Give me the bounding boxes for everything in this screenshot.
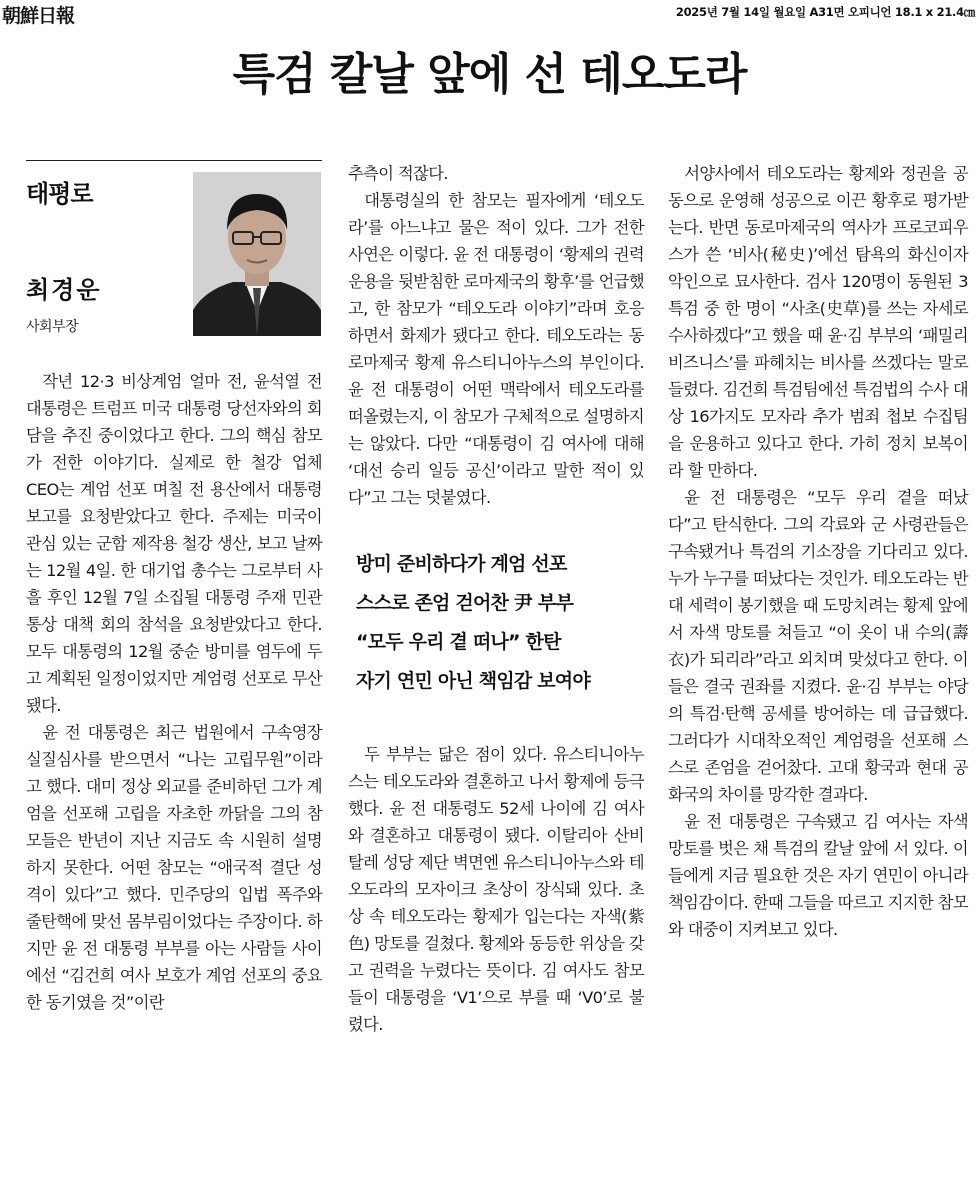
paragraph: 두 부부는 닮은 점이 있다. 유스티니아누스는 테오도라와 결혼하고 나서 황제에 등극했다. 윤 전 대통령도 52세 나이에 김 여사와 결혼하고 대통령이 됐다. 이탈리아 산비탈레 성당 제단 벽면엔 유스티니아누스와 테오도라의 모자이크 초상이 장식돼 있다. 초상 속 테오도라는 황제가 입는다는 자색(紫色) 망토를 걸쳤다. 황제와 동등한 위상을 갖고 권력을 누렸다는 뜻이다. 김 여사도 참모들이 대통령을 ‘V1’으로 부를 때 ‘V0’로 불렸다. — [348, 745, 644, 1034]
column-3 — [668, 160, 968, 943]
top-rule — [26, 160, 322, 161]
subheadline-line: 방미 준비하다가 계엄 선포 — [356, 553, 567, 575]
author-name: 최경운 — [26, 275, 102, 304]
newspaper-logo: 朝鮮日報 — [2, 5, 75, 27]
byline-box — [26, 160, 322, 382]
subheadline-line: 자기 연민 아닌 책임감 보여야 — [356, 670, 590, 692]
paragraph: 윤 전 대통령은 구속됐고 김 여사는 자색 망토를 벗은 채 특검의 칼날 앞에 서 있다. 이들에게 지금 필요한 것은 자기 연민이 아니라 책임감이다. 한때 그들을 따르고 지지한 참모와 대중이 지켜보고 있다. — [668, 812, 968, 939]
paragraph: 추측이 적잖다. — [348, 164, 448, 183]
masthead — [0, 0, 979, 26]
paragraph: 서양사에서 테오도라는 황제와 정권을 공동으로 운영해 성공으로 이끈 황후로 평가받는다. 반면 동로마제국의 역사가 프로코피우스가 쓴 ‘비사(秘史)’에선 탐욕의 화신이자 악인으로 묘사한다. 검사 120명이 동원된 3특검 중 한 명이 “사초(史草)를 쓰는 자세로 수사하겠다”고 했을 때 윤·김 부부의 ‘패밀리 비즈니스’를 파헤치는 비사를 쓰겠다는 말로 들렸다. 김건희 특검팀에선 특검법의 수사 대상 16가지도 모자라 추가 범죄 첩보 수집팀을 운용하고 있다고 한다. 가히 정치 보복이라 할 만하다. — [668, 164, 968, 480]
paragraph: 작년 12·3 비상계엄 얼마 전, 윤석열 전 대통령은 트럼프 미국 대통령 당선자와의 회담을 추진 중이었다고 한다. 그의 핵심 참모가 전한 이야기다. 실제로 한 철강 업체 CEO는 계엄 선포 며칠 전 용산에서 대통령 보고를 요청받았다고 한다. 주제는 미국이 관심 있는 군함 제작용 철강 생산, 보고 날짜는 12월 4일. 한 대기업 총수는 그로부터 사흘 후인 12월 7일 소집될 대통령 주재 민관 통상 대책 회의 참석을 요청받았다고 한다. 모두 대통령의 12월 중순 방미를 염두에 두고 계획된 일정이었지만 계엄령 선포로 무산됐다. — [26, 372, 322, 715]
dateline: 2025년 7월 14일 월요일 A31면 오피니언 18.1 x 21.4㎝ — [675, 5, 975, 19]
column-1-body — [26, 368, 322, 1016]
author-photo — [193, 172, 321, 336]
paragraph: 윤 전 대통령은 “모두 우리 곁을 떠났다”고 탄식한다. 그의 각료와 군 사령관들은 구속됐거나 특검의 기소장을 기다리고 있다. 누가 누구를 떠났다는 것인가. 테오도라는 반대 세력이 봉기했을 때 도망치려는 황제 앞에서 자색 망토를 쳐들고 “이 옷이 내 수의(壽衣)가 되리라”라고 외치며 맞섰다고 한다. 이들은 결국 권좌를 지켰다. 윤·김 부부는 야당의 특검·탄핵 공세를 방어하는 데 급급했다. 그러다가 시대착오적인 계엄령을 선포해 스스로 존엄을 걷어찼다. 고대 황국과 현대 공화국의 차이를 망각한 결과다. — [668, 488, 968, 804]
subheadline-line: “모두 우리 곁 떠나” 한탄 — [356, 631, 561, 653]
paragraph: 대통령실의 한 참모는 필자에게 ‘테오도라’를 아느냐고 물은 적이 있다. 그가 전한 사연은 이렇다. 윤 전 대통령이 ‘황제의 권력 운용을 뒷받침한 로마제국의 황후’를 언급했고, 한 참모가 “테오도라 이야기”라며 호응하면서 화제가 됐다고 한다. 테오도라는 동로마제국 황제 유스티니아누스의 부인이다. 윤 전 대통령이 어떤 맥락에서 테오도라를 떠올렸는지, 이 참모가 구체적으로 설명하지는 않았다. 다만 “대통령이 김 여사에 대해 ‘대선 승리 일등 공신’이라고 말한 적이 있다”고 그는 덧붙였다. — [348, 191, 644, 507]
author-portrait-image — [193, 172, 321, 336]
headline: 특검 칼날 앞에 선 테오도라 — [232, 49, 747, 100]
subheadline-block — [356, 545, 644, 701]
column-1 — [26, 160, 322, 1016]
paragraph: 윤 전 대통령은 최근 법원에서 구속영장 실질심사를 받으면서 “나는 고립무원”이라고 했다. 대미 정상 외교를 준비하던 그가 계엄을 선포해 고립을 자초한 까닭을 그의 참모들은 반년이 지난 지금도 속 시원히 설명하지 못한다. 어떤 참모는 “애국적 결단 성격이 있다”고 했다. 민주당의 입법 폭주와 줄탄핵에 맞선 몸부림이었다는 주장이다. 하지만 윤 전 대통령 부부를 아는 사람들 사이에선 “김건희 여사 보호가 계엄 선포의 중요한 동기였을 것”이란 — [26, 723, 322, 1012]
author-title: 사회부장 — [26, 319, 79, 335]
column-2 — [348, 160, 644, 1038]
subheadline-line: 스스로 존엄 걷어찬 尹 부부 — [356, 592, 573, 614]
column-name: 태평로 — [26, 180, 93, 208]
